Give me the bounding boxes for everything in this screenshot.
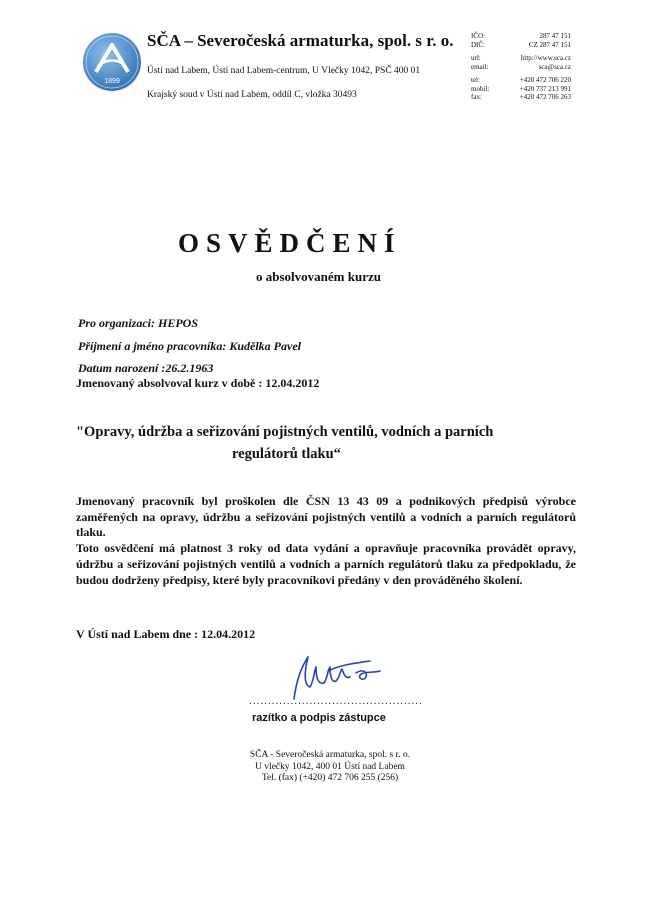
company-name: SČA – Severočeská armaturka, spol. s r. o. bbox=[147, 31, 454, 50]
place-and-date: V Ústí nad Labem dne : 12.04.2012 bbox=[76, 627, 256, 641]
document-subtitle: o absolvovaném kurzu bbox=[256, 269, 381, 284]
footer-company: SČA - Severočeská armaturka, spol. s r. o. bbox=[249, 750, 411, 760]
contact-row-fax bbox=[471, 93, 571, 102]
signature-image bbox=[270, 643, 400, 703]
contact-value: +420 472 706 220 bbox=[519, 76, 571, 84]
birth-date-field: Datum narození :26.2.1963 bbox=[78, 361, 214, 375]
signature-line: .............................................. bbox=[249, 696, 423, 707]
organization-field: Pro organizaci: HEPOS bbox=[78, 316, 199, 330]
footer-stamp bbox=[200, 750, 460, 785]
contact-label: tel: bbox=[471, 76, 480, 84]
sca-logo-icon bbox=[82, 32, 142, 92]
contact-label: email: bbox=[471, 62, 489, 71]
contact-label: DIČ: bbox=[471, 40, 485, 49]
contact-row-tel bbox=[471, 76, 571, 85]
contact-value: http://www.sca.cz bbox=[520, 54, 571, 62]
contact-row-url bbox=[471, 54, 571, 63]
contact-label: mobil: bbox=[471, 84, 490, 93]
employee-name-field: Příjmení a jméno pracovníka: Kudělka Pavel bbox=[78, 339, 301, 353]
course-title-line1: "Opravy, údržba a seřizování pojistných ventilů, vodních a parních bbox=[76, 424, 494, 440]
contact-value: CZ 287 47 151 bbox=[528, 40, 571, 49]
body-paragraph-training: Jmenovaný pracovník byl proškolen dle ČSN 13 43 09 a podnikových předpisů výrobce zaměřených na opravy, údržbu a seřizování pojistných ventilů a vodních a parních regulátorů tlaku. bbox=[76, 494, 576, 540]
footer-phone: Tel. (fax) (+420) 472 706 255 (256) bbox=[261, 773, 399, 783]
contact-value: sca@sca.cz bbox=[538, 62, 571, 71]
course-date: Jmenovaný absolvoval kurz v době : 12.04.2012 bbox=[76, 376, 320, 390]
contact-value: 287 47 151 bbox=[539, 32, 571, 40]
footer-address: U vlečky 1042, 400 01 Ústí nad Labem bbox=[255, 761, 405, 772]
contact-label: fax: bbox=[471, 93, 482, 101]
course-title-line2: regulátorů tlaku“ bbox=[232, 446, 341, 462]
company-court-registration: Krajský soud v Ústí nad Labem, oddíl C, vložka 30493 bbox=[147, 90, 357, 100]
company-address: Ústí nad Labem, Ústí nad Labem-centrum, U Vlečky 1042, PSČ 400 01 bbox=[147, 66, 421, 76]
contact-row-mobile bbox=[471, 85, 571, 94]
contact-row-dic bbox=[471, 41, 571, 50]
contact-value: +420 737 213 991 bbox=[519, 84, 571, 93]
contact-row-ico bbox=[471, 32, 571, 41]
contact-row-email bbox=[471, 63, 571, 72]
body-paragraph-validity: Toto osvědčení má platnost 3 roky od data vydání a opravňuje pracovníka provádět opravy, údržbu a seřizování pojistných ventilů a vodních a parních regulátorů tlaku za předpokladu, že budou dodrženy předpisy, které byly pracovníkovi předány v den prováděného školení. bbox=[76, 541, 576, 587]
contact-value: +420 472 706 263 bbox=[519, 93, 571, 101]
contact-label: IČO: bbox=[471, 32, 485, 40]
contact-table bbox=[471, 32, 571, 102]
document-title: OSVĚDČENÍ bbox=[178, 228, 402, 258]
contact-label: url: bbox=[471, 54, 481, 62]
logo-year: 1899 bbox=[104, 78, 120, 85]
signature-label: razítko a podpis zástupce bbox=[252, 712, 386, 724]
certificate-body bbox=[76, 494, 576, 588]
